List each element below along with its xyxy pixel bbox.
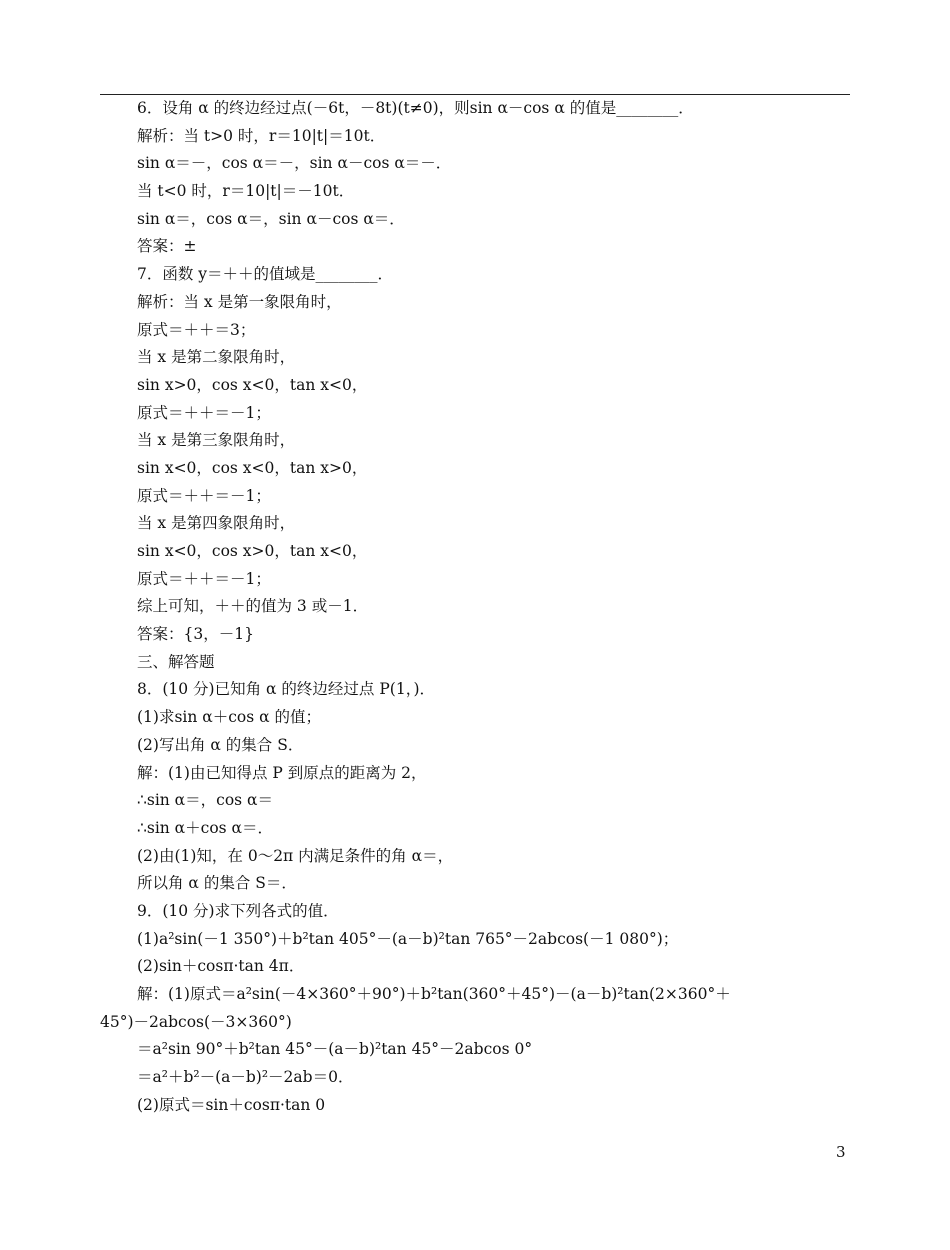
text-line: (2)写出角 α 的集合 S． [137, 735, 304, 754]
text-line: ＝a²sin 90°＋b²tan 45°－(a－b)²tan 45°－2abcos 0° [137, 1040, 533, 1059]
text-line: 原式＝＋＋＝－1； [137, 486, 271, 505]
text-line: 原式＝＋＋＝－1； [137, 569, 271, 588]
text-line: 答案：± [137, 237, 197, 256]
text-line: (1)求sin α＋cos α 的值； [137, 708, 322, 727]
text-line: 9．(10 分)求下列各式的值． [137, 901, 339, 920]
text-line: 综上可知，＋＋的值为 3 或－1． [137, 597, 369, 616]
page-content [100, 95, 850, 1119]
text-line: sin x<0，cos x<0，tan x>0， [137, 458, 368, 477]
text-line: 8．(10 分)已知角 α 的终边经过点 P(1，)． [137, 680, 435, 699]
text-line: (2)原式＝sin＋cosπ·tan 0 [137, 1095, 326, 1114]
text-line: 解：(1)原式＝a²sin(－4×360°＋90°)＋b²tan(360°＋45°)－(a－b)²tan(2×360°＋ [137, 985, 731, 1003]
text-line: 原式＝＋＋＝－1； [137, 403, 271, 422]
page-number: 3 [836, 1143, 846, 1161]
text-line: 解：(1)由已知得点 P 到原点的距离为 2， [137, 763, 427, 782]
text-line: 当 x 是第三象限角时， [137, 431, 296, 450]
text-line: 7．函数 y＝＋＋的值域是________． [137, 265, 394, 284]
section-heading: 三、解答题 [137, 652, 215, 671]
text-line: ∴sin α＋cos α＝． [137, 818, 274, 837]
text-line: (2)由(1)知，在 0～2π 内满足条件的角 α＝， [137, 846, 454, 865]
text-line: 当 x 是第二象限角时， [137, 348, 296, 367]
text-line: sin x<0，cos x>0，tan x<0， [137, 542, 368, 560]
text-line: 解析：当 t>0 时，r＝10|t|＝10t． [137, 126, 386, 145]
text-line: 所以角 α 的集合 S＝． [137, 874, 297, 893]
text-line-continuation: 45°)－2abcos(－3×360°) [100, 1012, 292, 1031]
text-line: 原式＝＋＋＝3； [137, 320, 256, 339]
text-line: sin α＝，cos α＝，sin α－cos α＝． [137, 209, 405, 228]
text-line: 当 t<0 时，r＝10|t|＝－10t． [137, 182, 355, 201]
text-line: ∴sin α＝，cos α＝ [137, 791, 274, 810]
text-line: 6．设角 α 的终边经过点(－6t，－8t)(t≠0)，则sin α－cos α 的值是________． [137, 99, 694, 117]
text-line: 答案：{3，－1} [137, 625, 254, 644]
text-line: sin x>0，cos x<0，tan x<0， [137, 375, 368, 394]
text-line: (1)a²sin(－1 350°)＋b²tan 405°－(a－b)²tan 765°－2abcos(－1 080°)； [137, 929, 679, 948]
text-line: 解析：当 x 是第一象限角时， [137, 292, 342, 311]
text-line: 当 x 是第四象限角时， [137, 514, 296, 533]
text-line: (2)sin＋cosπ·tan 4π． [137, 957, 305, 976]
text-line: sin α＝－，cos α＝－，sin α－cos α＝－． [137, 154, 452, 173]
text-line: ＝a²＋b²－(a－b)²－2ab＝0． [137, 1068, 354, 1087]
